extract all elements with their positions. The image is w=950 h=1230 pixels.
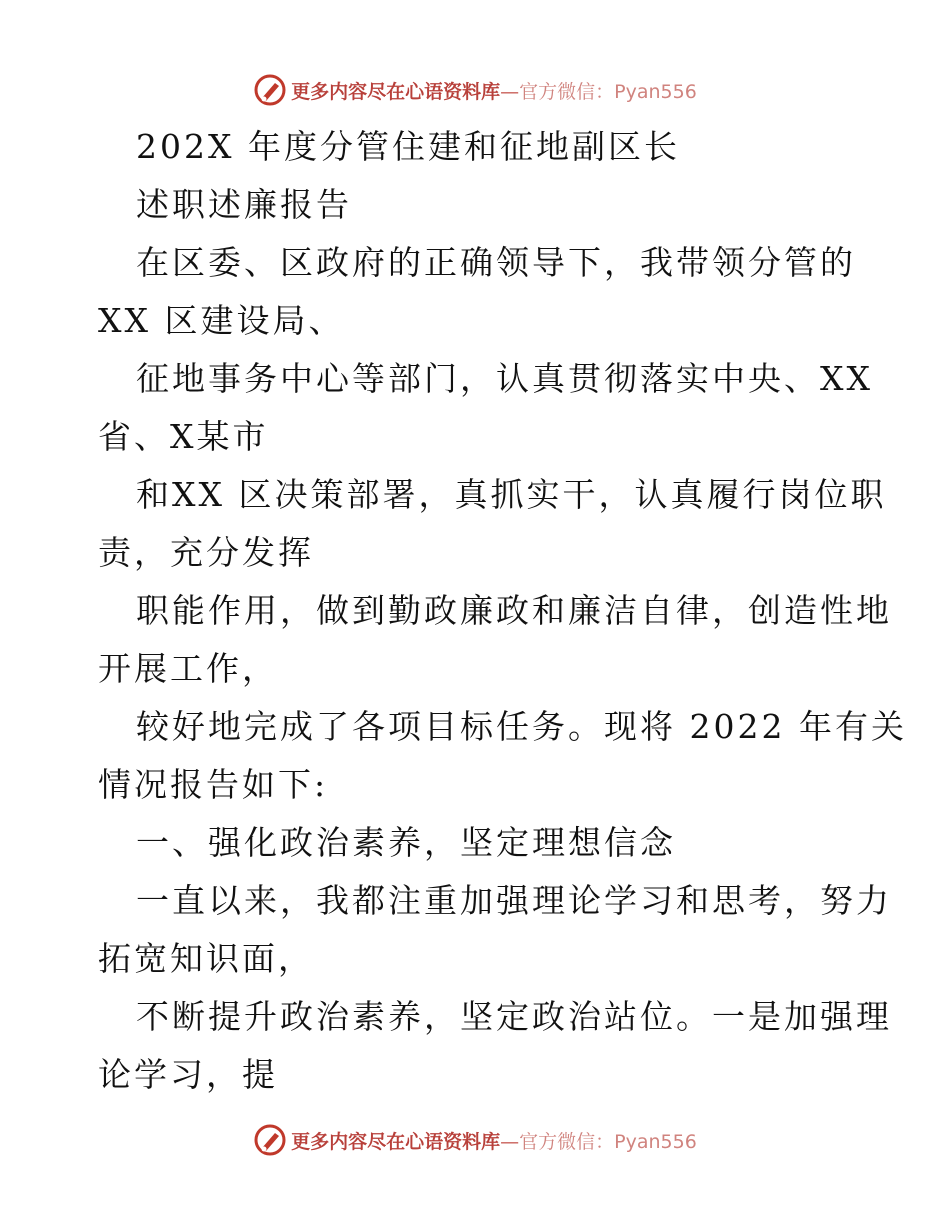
watermark-footer [0,1120,950,1160]
doc-line: 一直以来，我都注重加强理论学习和思考，努力 [136,881,892,920]
doc-line: 在区委、区政府的正确领导下，我带领分管的 [136,243,856,282]
doc-subtitle-line: 述职述廉报告 [136,185,352,224]
watermark-separator: — [500,80,520,103]
doc-line: XX 区建设局、 [98,301,345,340]
doc-line: 不断提升政治素养，坚定政治站位。一是加强理 [136,997,892,1036]
doc-line: 职能作用，做到勤政廉政和廉洁自律，创造性地 [136,591,892,630]
doc-line: 征地事务中心等部门，认真贯彻落实中央、XX [136,359,873,398]
document-body [98,118,907,1104]
watermark-separator: — [500,1130,520,1153]
doc-line: 拓宽知识面， [98,939,314,978]
pen-logo-icon [253,1123,287,1157]
watermark-brand: 更多内容尽在心语资料库 [291,1130,501,1153]
doc-line: 开展工作， [98,649,278,688]
doc-line: 省、X某市 [98,417,269,456]
watermark-brand: 更多内容尽在心语资料库 [291,80,501,103]
doc-title-line: 202X 年度分管住建和征地副区长 [136,127,680,166]
doc-line: 论学习，提 [98,1055,278,1094]
watermark-wechat: 官方微信：Pyan556 [519,1130,697,1153]
doc-line: 和XX 区决策部署，真抓实干，认真履行岗位职 [136,475,887,514]
doc-line: 较好地完成了各项目标任务。现将 2022 年有关 [136,707,907,746]
watermark-header [0,70,950,110]
pen-logo-icon [253,73,287,107]
section-heading: 一、强化政治素养，坚定理想信念 [136,823,676,862]
doc-line: 责，充分发挥 [98,533,314,572]
watermark-wechat: 官方微信：Pyan556 [519,80,697,103]
doc-line: 情况报告如下: [98,765,329,804]
